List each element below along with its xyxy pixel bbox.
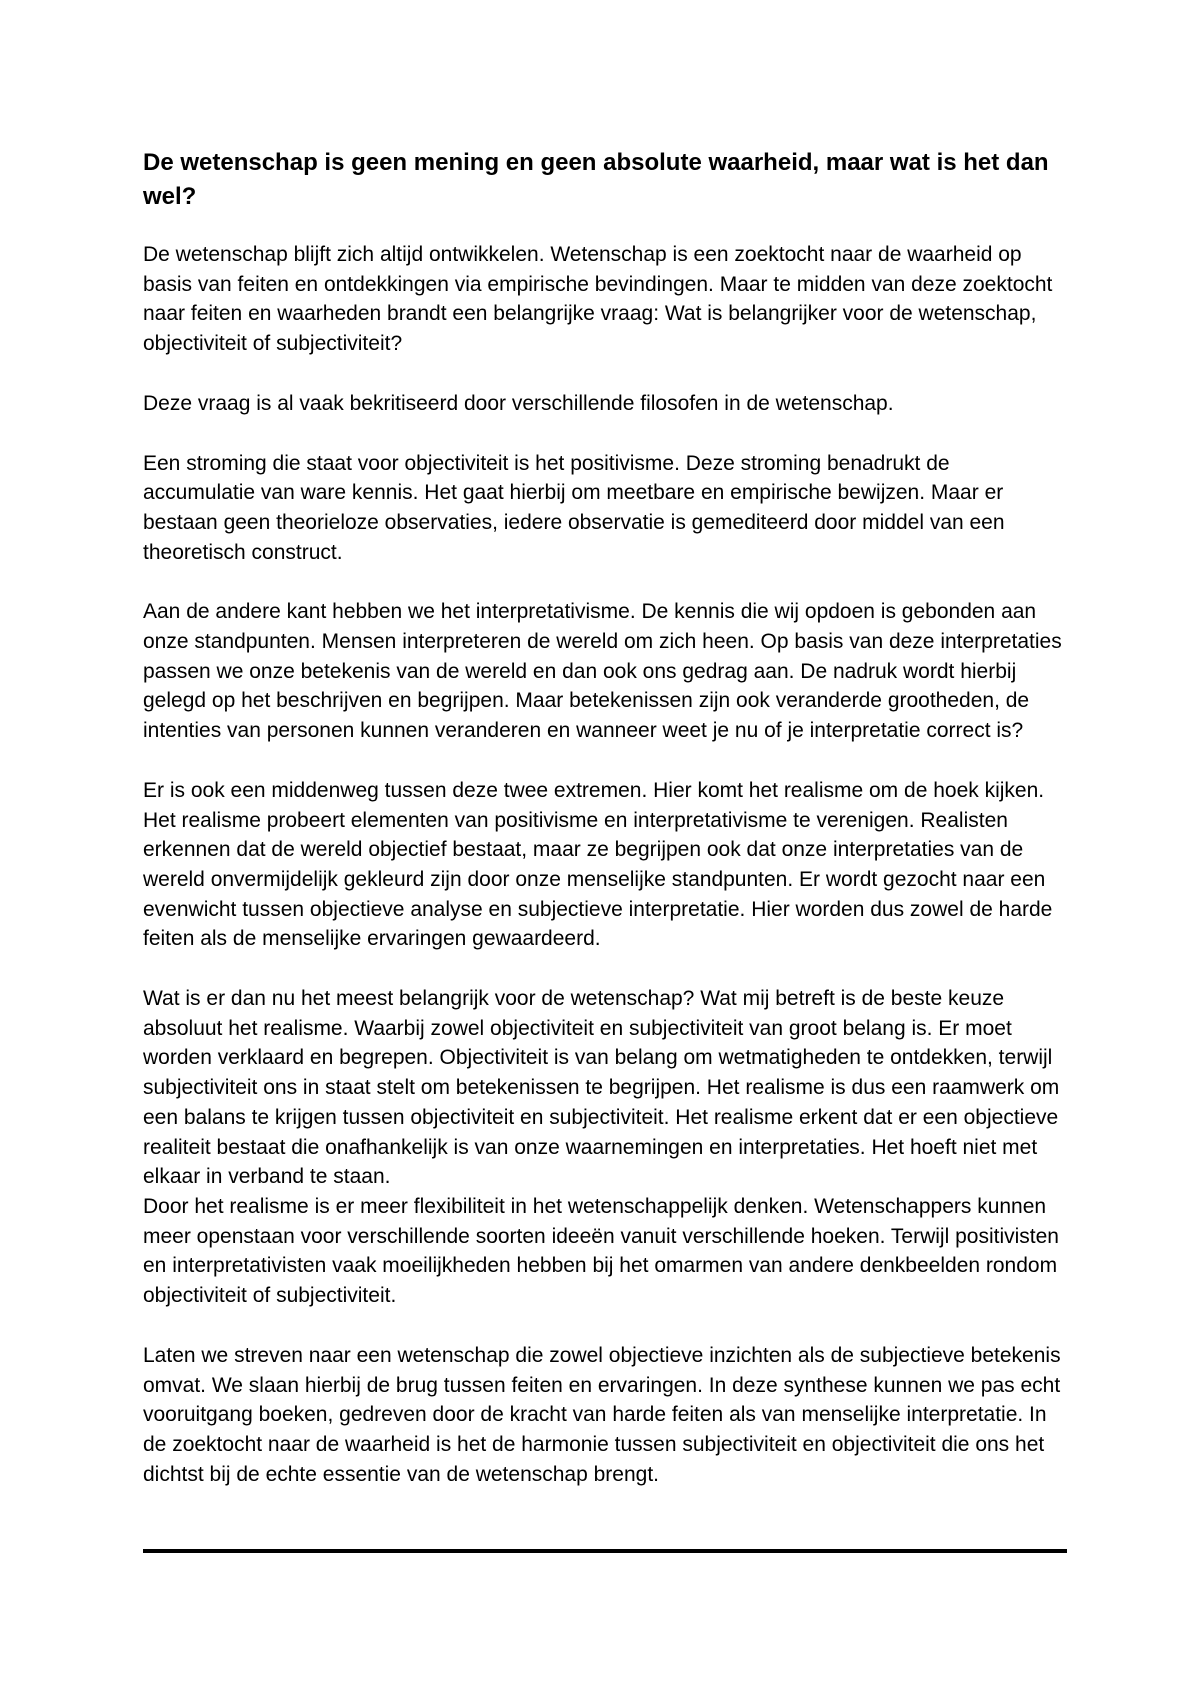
document-title: De wetenschap is geen mening en geen absolute waarheid, maar wat is het dan wel? <box>143 149 1049 210</box>
paragraph-critique: Deze vraag is al vaak bekritiseerd door verschillende filosofen in de wetenschap. <box>143 391 894 415</box>
closing-rule <box>143 1549 1067 1553</box>
paragraph-interpretivism: Aan de andere kant hebben we het interpretativisme. De kennis die wij opdoen is gebonden aan onze standpunten. Mensen interpreteren de wereld om zich heen. Op basis van deze interpretaties passen we onze betekenis van de wereld en dan ook ons gedrag aan. De nadruk wordt hierbij gelegd op het beschrijven en begrijpen. Maar betekenissen zijn ook veranderde grootheden, de intenties van personen kunnen veranderen en wanneer weet je nu of je interpretatie correct is? <box>143 600 1062 743</box>
paragraph-conclusion: Laten we streven naar een wetenschap die zowel objectieve inzichten als de subjectieve betekenis omvat. We slaan hierbij de brug tussen feiten en ervaringen. In deze synthese kunnen we pas echt vooruitgang boeken, gedreven door de kracht van harde feiten als van menselijke interpretatie. In de zoektocht naar de waarheid is het de harmonie tussen subjectiviteit en objectiviteit die ons het dichtst bij de echte essentie van de wetenschap brengt. <box>143 1343 1061 1486</box>
paragraph-intro: De wetenschap blijft zich altijd ontwikkelen. Wetenschap is een zoektocht naar de waarheid op basis van feiten en ontdekkingen via empirische bevindingen. Maar te midden van deze zoektocht naar feiten en waarheden brandt een belangrijke vraag: Wat is belangrijker voor de wetenschap, objectiviteit of subjectiviteit? <box>143 243 1053 356</box>
paragraph-realism: Er is ook een middenweg tussen deze twee extremen. Hier komt het realisme om de hoek kijken. Het realisme probeert elementen van positivisme en interpretativisme te verenigen. Realisten erkennen dat de wereld objectief bestaat, maar ze begrijpen ook dat onze interpretaties van de wereld onvermijdelijk gekleurd zijn door onze menselijke standpunten. Er wordt gezocht naar een evenwicht tussen objectieve analyse en subjectieve interpretatie. Hier worden dus zowel de harde feiten als de menselijke ervaringen gewaardeerd. <box>143 778 1053 951</box>
paragraph-positivism: Een stroming die staat voor objectiviteit is het positivisme. Deze stroming benadrukt de accumulatie van ware kennis. Het gaat hierbij om meetbare en empirische bewijzen. Maar er bestaan geen theorieloze observaties, iedere observatie is gemediteerd door middel van een theoretisch construct. <box>143 451 1005 564</box>
paragraph-flexibility: Door het realisme is er meer flexibiliteit in het wetenschappelijk denken. Wetenschappers kunnen meer openstaan voor verschillende soorten ideeën vanuit verschillende hoeken. Terwijl positivisten en interpretativisten vaak moeilijkheden hebben bij het omarmen van andere denkbeelden rondom objectiviteit of subjectiviteit. <box>143 1194 1059 1308</box>
paragraph-choice: Wat is er dan nu het meest belangrijk voor de wetenschap? Wat mij betreft is de beste keuze absoluut het realisme. Waarbij zowel objectiviteit en subjectiviteit van groot belang is. Er moet worden verklaard en begrepen. Objectiviteit is van belang om wetmatigheden te ontdekken, terwijl subjectiviteit ons in staat stelt om betekenissen te begrijpen. Het realisme is dus een raamwerk om een balans te krijgen tussen objectiviteit en subjectiviteit. Het realisme erkent dat er een objectieve realiteit bestaat die onafhankelijk is van onze waarnemingen en interpretaties. Het hoeft niet met elkaar in verband te staan. <box>143 987 1060 1189</box>
document-page <box>143 146 1063 1489</box>
